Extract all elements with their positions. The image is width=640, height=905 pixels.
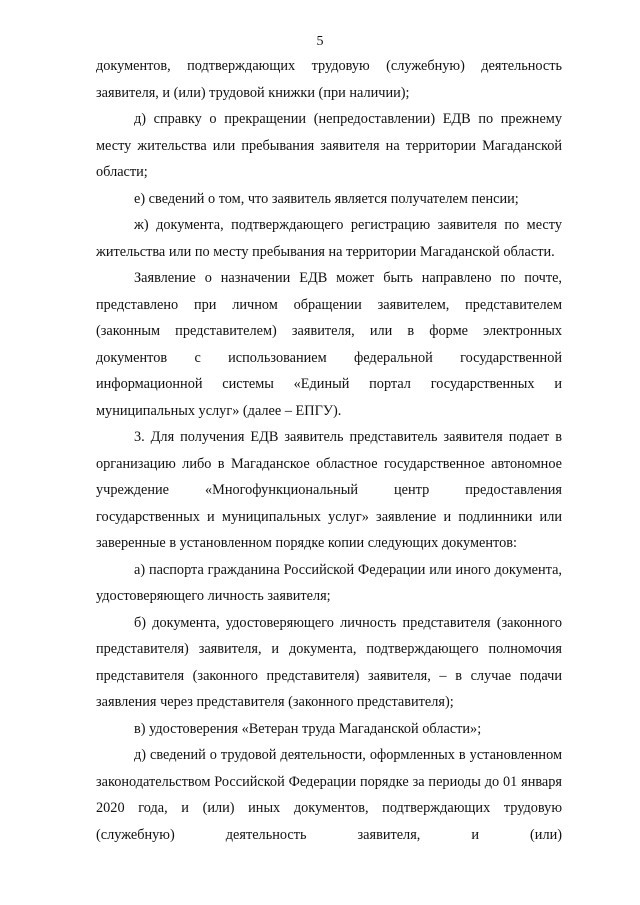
paragraph: Заявление о назначении ЕДВ может быть направлено по почте, представлено при личном обращении заявителем, представителем (законным представителем) заявителя, или в форме электронных документов с использованием федеральной государственной информационной системы «Единый портал государственных и муниципальных услуг» (далее – ЕПГУ). — [96, 270, 562, 419]
paragraph: в) удостоверения «Ветеран труда Магаданской области»; — [134, 720, 482, 737]
document-body — [96, 53, 562, 848]
paragraph: е) сведений о том, что заявитель является получателем пенсии; — [134, 190, 519, 207]
paragraph: ж) документа, подтверждающего регистрацию заявителя по месту жительства или по месту пребывания на территории Магаданской области. — [96, 217, 562, 260]
paragraph: б) документа, удостоверяющего личность представителя (законного представителя) заявителя, и документа, подтверждающего полномочия представителя (законного представителя) заявителя, – в случае подачи заявления через представителя (законного представителя); — [96, 614, 562, 710]
paragraph: документов, подтверждающих трудовую (служебную) деятельность заявителя, и (или) трудовой книжки (при наличии); — [96, 58, 562, 101]
paragraph: 3. Для получения ЕДВ заявитель представитель заявителя подает в организацию либо в Магаданское областное государственное автономное учреждение «Многофункциональный центр предоставления государственных и муниципальных услуг» заявление и подлинники или заверенные в установленном порядке копии следующих документов: — [96, 429, 562, 551]
paragraph: д) сведений о трудовой деятельности, оформленных в установленном законодательством Российской Федерации порядке за периоды до 01 января 2020 года, и (или) иных документов, подтверждающих трудовую (служебную) деятельность заявителя, и (или) — [96, 747, 562, 843]
paragraph: а) паспорта гражданина Российской Федерации или иного документа, удостоверяющего личность заявителя; — [96, 561, 562, 604]
page-number: 5 — [316, 34, 324, 49]
paragraph: д) справку о прекращении (непредоставлении) ЕДВ по прежнему месту жительства или пребывания заявителя на территории Магаданской области; — [96, 111, 562, 180]
